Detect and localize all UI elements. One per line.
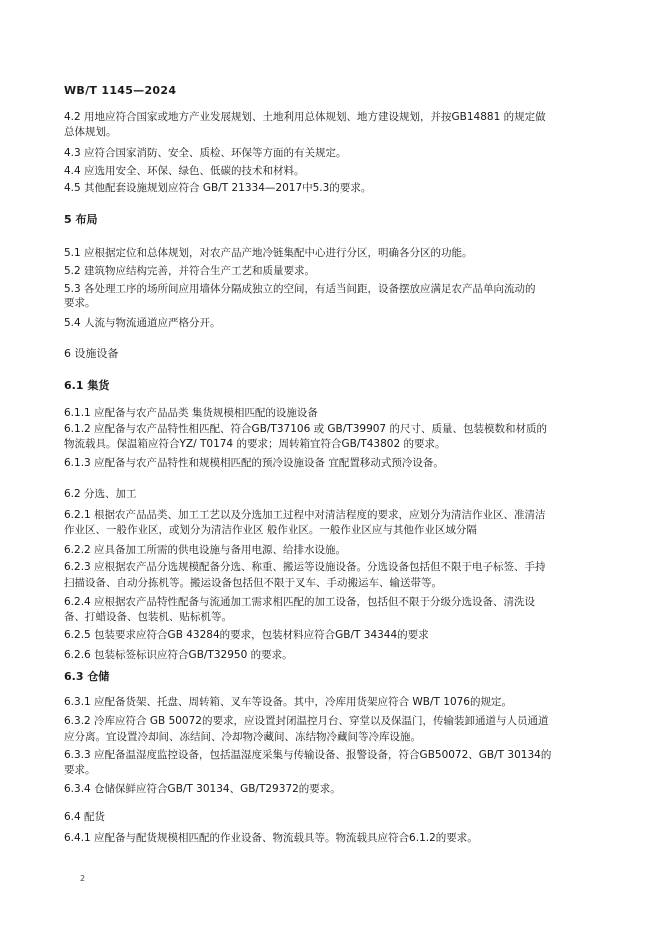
clause-6-3-3: 6.3.3 应配备温湿度监控设备，包括温湿度采集与传输设备、报警设备，符合GB50072、GB/T 30134的	[64, 749, 552, 761]
clause-4-4: 4.4 应选用安全、环保、绿色、低碳的技术和材料。	[64, 165, 305, 177]
clause-6-2-1: 6.2.1 根据农产品品类、加工工艺以及分选加工过程中对清洁程度的要求，应划分为清洁作业区、准清洁	[64, 509, 546, 521]
clause-6-1-2: 6.1.2 应配备与农产品特性相匹配、符合GB/T37106 或 GB/T39907 的尺寸、质量、包装模数和材质的	[64, 423, 547, 435]
clause-6-2-3: 6.2.3 应根据农产品分选规模配备分选、称重、搬运等设施设备。分选设备包括但不限于电子标签、手持	[64, 561, 546, 573]
clause-6-2-6: 6.2.6 包装标签标识应符合GB/T32950 的要求。	[64, 649, 293, 661]
clause-4-2-cont: 总体规划。	[64, 126, 117, 138]
clause-6-3-1: 6.3.1 应配备货架、托盘、周转箱、叉车等设备。其中，冷库用货架应符合 WB/T 1076的规定。	[64, 696, 512, 708]
clause-5-2: 5.2 建筑物应结构完善，并符合生产工艺和质量要求。	[64, 265, 316, 277]
clause-6-2-1-cont: 作业区、一般作业区，或划分为清洁作业区 般作业区。一般作业区应与其他作业区域分隔	[64, 524, 477, 536]
clause-5-3-cont: 要求。	[64, 297, 96, 309]
clause-6-3-2-cont: 应分离。宜设置冷却间、冻结间、冷却物冷藏间、冻结物冷藏间等冷库设施。	[64, 731, 421, 743]
clause-6-3-3-cont: 要求。	[64, 764, 96, 776]
section-6-2-heading: 6.2 分选、加工	[64, 488, 137, 500]
page-number: 2	[80, 874, 86, 883]
clause-6-1-1: 6.1.1 应配备与农产品品类 集货规模相匹配的设施设备	[64, 407, 318, 419]
clause-4-5: 4.5 其他配套设施规划应符合 GB/T 21334—2017中5.3的要求。	[64, 182, 372, 194]
clause-6-2-4-cont: 备、打蜡设备、包装机、贴标机等。	[64, 611, 232, 623]
clause-6-1-2-cont: 物流载具。保温箱应符合YZ/ T0174 的要求；周转箱宜符合GB/T43802 的要求。	[64, 438, 446, 450]
clause-4-2: 4.2 用地应符合国家或地方产业发展规划、土地利用总体规划、地方建设规划，并按GB14881 的规定做	[64, 111, 546, 123]
section-6-3-heading: 6.3 仓储	[64, 670, 110, 683]
clause-5-1: 5.1 应根据定位和总体规划，对农产品产地冷链集配中心进行分区，明确各分区的功能。	[64, 247, 473, 259]
clause-6-2-2: 6.2.2 应具备加工所需的供电设施与备用电源、给排水设施。	[64, 544, 347, 556]
clause-6-1-3: 6.1.3 应配备与农产品特性和规模相匹配的预冷设施设备 宜配置移动式预冷设备。	[64, 457, 444, 469]
section-5-heading: 5 布局	[64, 213, 98, 226]
clause-6-2-3-cont: 扫描设备、自动分拣机等。搬运设备包括但不限于叉车、手动搬运车、输送带等。	[64, 577, 442, 589]
clause-5-4: 5.4 人流与物流通道应严格分开。	[64, 317, 221, 329]
section-6-heading: 6 设施设备	[64, 347, 119, 360]
clause-5-3: 5.3 各处理工序的场所间应用墙体分隔成独立的空间，有适当间距，设备摆放应满足农产品单向流动的	[64, 283, 536, 295]
section-6-1-heading: 6.1 集货	[64, 379, 110, 392]
section-6-4-heading: 6.4 配货	[64, 811, 106, 823]
clause-6-3-4: 6.3.4 仓储保鲜应符合GB/T 30134、GB/T29372的要求。	[64, 783, 341, 795]
clause-4-3: 4.3 应符合国家消防、安全、质检、环保等方面的有关规定。	[64, 147, 347, 159]
clause-6-2-4: 6.2.4 应根据农产品特性配备与流通加工需求相匹配的加工设备，包括但不限于分级分选设备、清洗设	[64, 596, 536, 608]
clause-6-3-2: 6.3.2 冷库应符合 GB 50072的要求，应设置封闭温控月台、穿堂以及保温门，传输装卸通道与人员通道	[64, 715, 549, 727]
clause-6-2-5: 6.2.5 包装要求应符合GB 43284的要求，包装材料应符合GB/T 34344的要求	[64, 629, 429, 641]
document-id: WB/T 1145—2024	[64, 84, 177, 97]
clause-6-4-1: 6.4.1 应配备与配货规模相匹配的作业设备、物流载具等。物流载具应符合6.1.2的要求。	[64, 832, 478, 844]
